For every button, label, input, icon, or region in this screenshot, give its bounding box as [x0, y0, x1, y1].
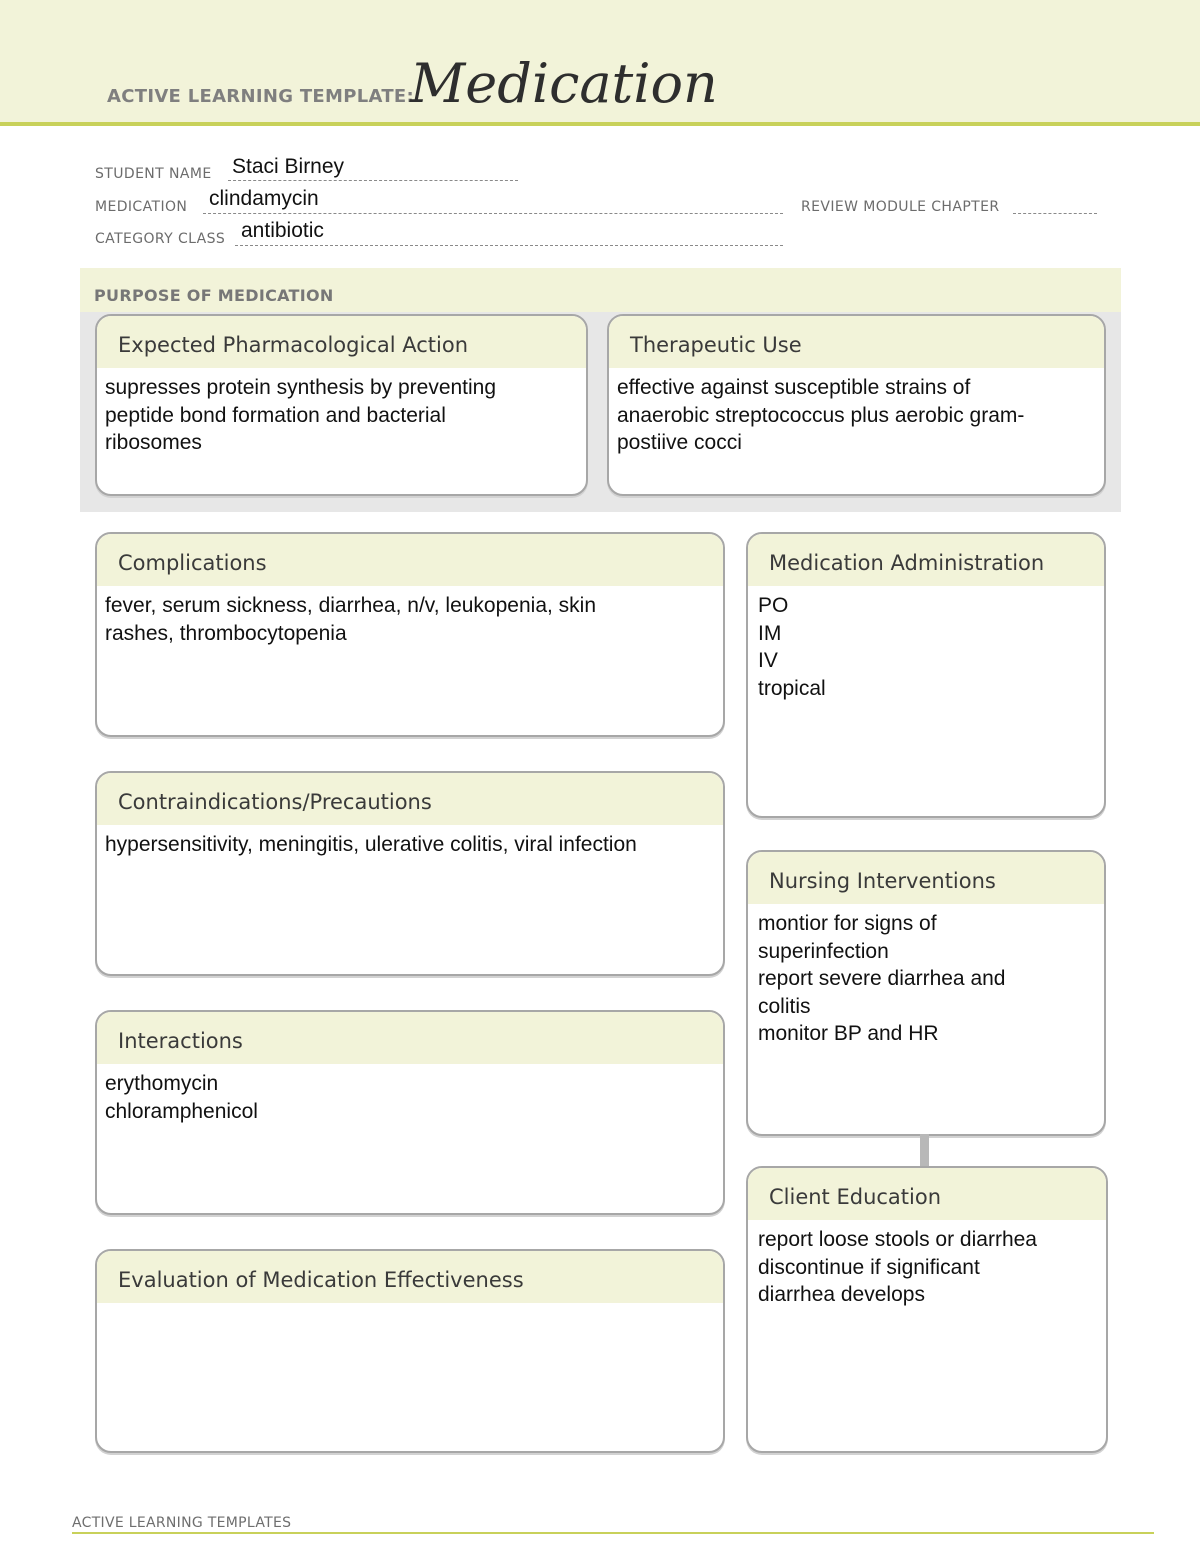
nursing-heading: Nursing Interventions — [748, 852, 1104, 904]
expected-action-heading: Expected Pharmacological Action — [97, 316, 586, 368]
contraindications-card — [95, 771, 725, 976]
text-line: effective against susceptible strains of — [617, 376, 971, 399]
student-name-line — [228, 180, 518, 181]
text-line: report severe diarrhea and — [758, 967, 1006, 990]
nursing-card — [746, 850, 1106, 1136]
category-class-value[interactable]: antibiotic — [241, 219, 324, 242]
text-line: postiive cocci — [617, 431, 742, 454]
medication-value[interactable]: clindamycin — [209, 187, 319, 210]
review-module-line[interactable] — [1013, 213, 1097, 214]
contraindications-heading: Contraindications/Precautions — [97, 773, 723, 825]
page-title: Medication — [410, 52, 718, 115]
text-line: rashes, thrombocytopenia — [105, 621, 347, 645]
category-class-label: CATEGORY CLASS — [95, 231, 226, 247]
complications-card — [95, 532, 725, 737]
footer-rule — [72, 1532, 1154, 1534]
education-heading: Client Education — [748, 1168, 1106, 1220]
text-line: monitor BP and HR — [758, 1022, 939, 1045]
text-line: colitis — [758, 994, 811, 1018]
medication-line — [203, 213, 783, 214]
administration-body[interactable] — [748, 586, 1104, 702]
nursing-body[interactable] — [748, 904, 1104, 1048]
contraindications-body[interactable] — [97, 825, 723, 859]
administration-card — [746, 532, 1106, 818]
text-line: montior for signs of — [758, 912, 937, 935]
expected-action-body[interactable] — [97, 368, 586, 457]
education-card — [746, 1166, 1108, 1453]
text-line: tropical — [758, 676, 826, 700]
footer-text: ACTIVE LEARNING TEMPLATES — [72, 1515, 292, 1531]
review-module-label: REVIEW MODULE CHAPTER — [801, 199, 1000, 215]
text-line: superinfection — [758, 939, 889, 963]
text-line: hypersensitivity, meningitis, ulerative colitis, viral infection — [105, 833, 637, 856]
evaluation-heading: Evaluation of Medication Effectiveness — [97, 1251, 723, 1303]
text-line: erythomycin — [105, 1072, 219, 1095]
text-line: supresses protein synthesis by preventing — [105, 376, 497, 399]
interactions-body[interactable] — [97, 1064, 723, 1125]
education-body[interactable] — [748, 1220, 1106, 1309]
text-line: report loose stools or diarrhea — [758, 1228, 1037, 1251]
header-rule — [0, 122, 1200, 126]
text-line: anaerobic streptococcus plus aerobic gram- — [617, 403, 1025, 427]
text-line: chloramphenicol — [105, 1099, 258, 1123]
complications-body[interactable] — [97, 586, 723, 647]
template-prefix: ACTIVE LEARNING TEMPLATE: — [107, 86, 414, 107]
administration-heading: Medication Administration — [748, 534, 1104, 586]
evaluation-card — [95, 1249, 725, 1453]
text-line: IV — [758, 649, 778, 672]
expected-action-card — [95, 314, 588, 496]
interactions-heading: Interactions — [97, 1012, 723, 1064]
text-line: peptide bond formation and bacterial — [105, 403, 446, 427]
text-line: IM — [758, 621, 782, 645]
interactions-card — [95, 1010, 725, 1215]
text-line: ribosomes — [105, 431, 202, 454]
category-class-line — [235, 245, 783, 246]
complications-heading: Complications — [97, 534, 723, 586]
purpose-title: PURPOSE OF MEDICATION — [94, 286, 334, 305]
therapeutic-use-card — [607, 314, 1106, 496]
connector-bar — [920, 1134, 929, 1166]
student-name-label: STUDENT NAME — [95, 166, 212, 182]
text-line: diarrhea develops — [758, 1283, 925, 1306]
text-line: discontinue if significant — [758, 1255, 980, 1279]
evaluation-body[interactable] — [97, 1303, 723, 1309]
text-line: fever, serum sickness, diarrhea, n/v, leukopenia, skin — [105, 594, 597, 617]
medication-label: MEDICATION — [95, 199, 188, 215]
text-line: PO — [758, 594, 789, 617]
student-name-value[interactable]: Staci Birney — [232, 155, 345, 178]
therapeutic-use-heading: Therapeutic Use — [609, 316, 1104, 368]
therapeutic-use-body[interactable] — [609, 368, 1104, 457]
